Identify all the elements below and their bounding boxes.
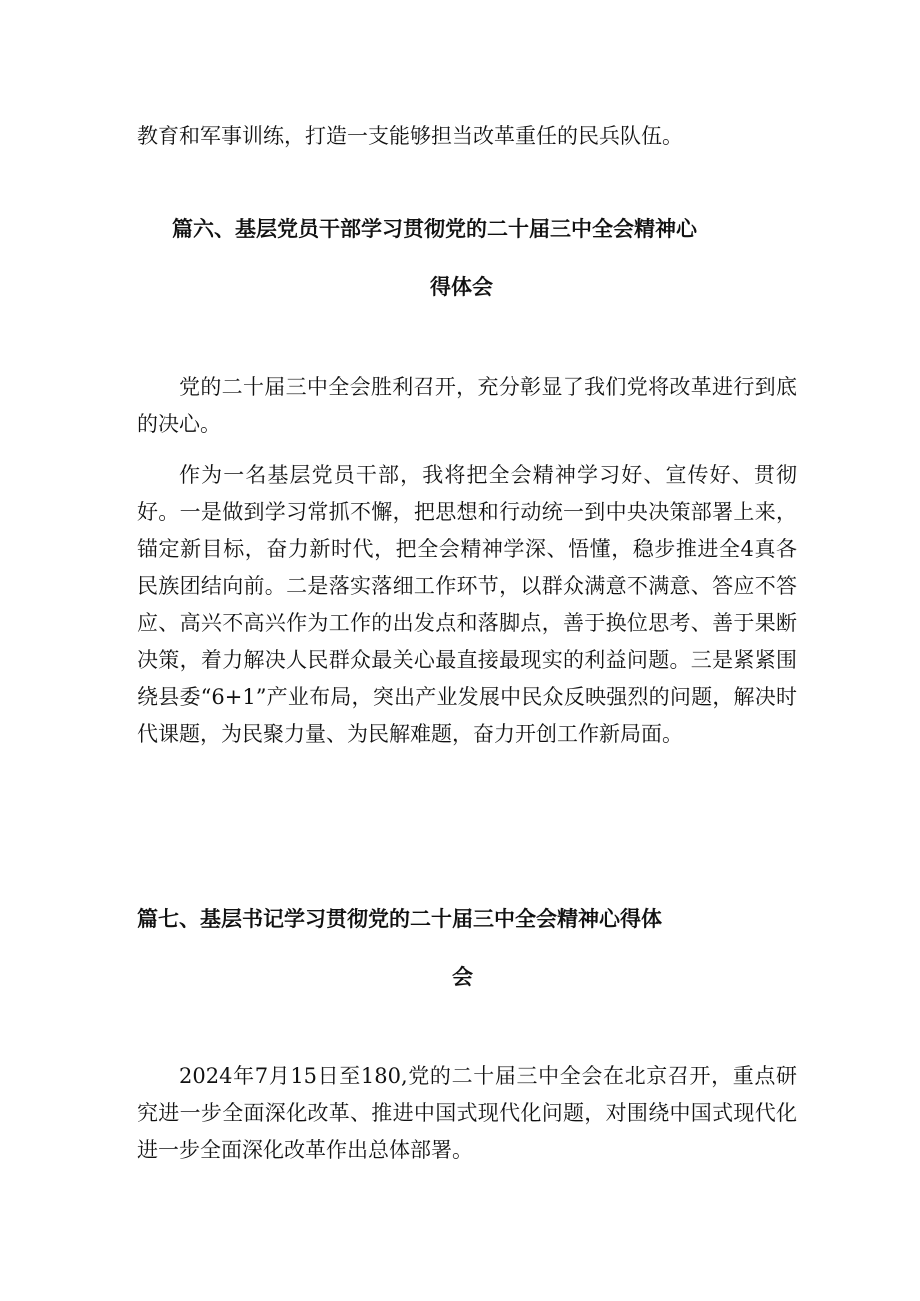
section6-paragraph-1: 党的二十届三中全会胜利召开，充分彰显了我们党将改革进行到底的决心。 bbox=[137, 375, 797, 436]
section7-paragraph-1: 2024年7月15日至180,党的二十届三中全会在北京召开，重点研究进一步全面深化改革、推进中国式现代化问题，对围绕中国式现代化进一步全面深化改革作出总体部署。 bbox=[137, 1064, 797, 1162]
section6-heading-line2: 得体会 bbox=[430, 275, 493, 299]
continued-paragraph: 教育和军事训练，打造一支能够担当改革重任的民兵队伍。 bbox=[137, 124, 683, 148]
section6-heading-line1: 篇六、基层党员干部学习贯彻党的二十届三中全会精神心 bbox=[172, 217, 697, 241]
section7-heading-line2: 会 bbox=[452, 965, 473, 989]
section7-heading-line1: 篇七、基层书记学习贯彻党的二十届三中全会精神心得体 bbox=[137, 907, 662, 931]
section6-paragraph-2: 作为一名基层党员干部，我将把全会精神学习好、宣传好、贯彻好。一是做到学习常抓不懈，把思想和行动统一到中央决策部署上来，锚定新目标，奋力新时代，把全会精神学深、悟懂，稳步推进全4真各民族团结向前。二是落实落细工作环节，以群众满意不满意、答应不答应、高兴不高兴作为工作的出发点和落脚点，善于换位思考、善于果断决策，着力解决人民群众最关心最直接最现实的利益问题。三是紧紧围绕县委“6+1”产业布局，突出产业发展中民众反映强烈的问题，解决时代课题，为民聚力量、为民解难题，奋力开创工作新局面。 bbox=[137, 463, 797, 746]
